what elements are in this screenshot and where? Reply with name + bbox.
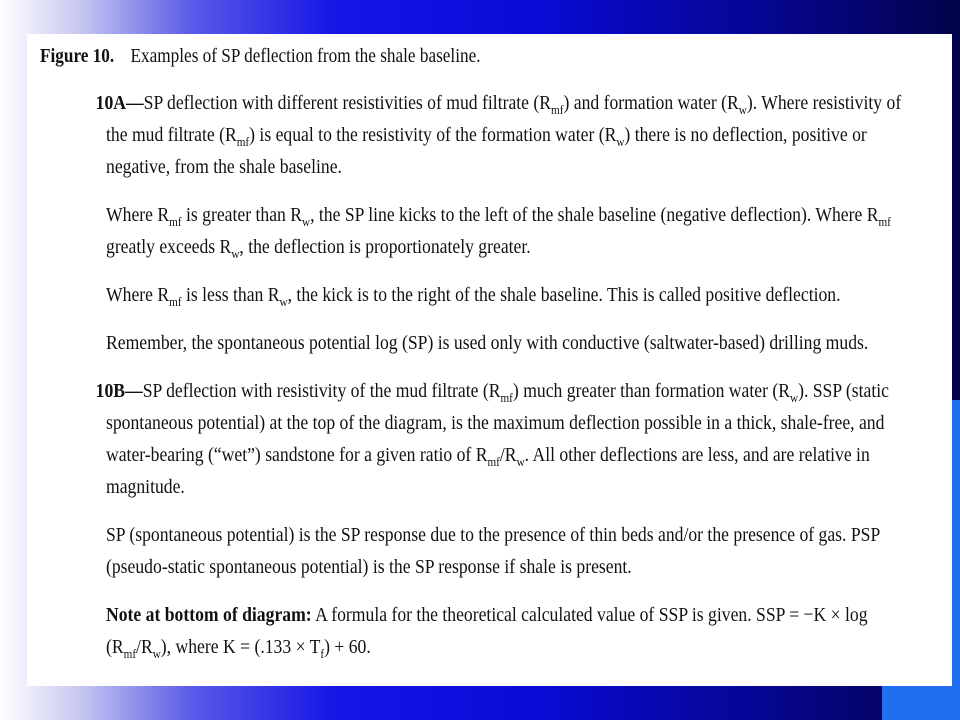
text-run: /R: [499, 444, 517, 466]
subscript: w: [152, 646, 161, 661]
text-run: ). SSP (static spontaneous potential) at the top of the diagram, is the maximum deflection possible in a thick, shale-free, and water-bearing (“wet”) sandstone for a given ratio of R: [106, 380, 890, 466]
subscript: w: [789, 390, 799, 405]
text-run: ) is equal to the resistivity of the formation water (R: [249, 124, 617, 146]
paragraph: [95, 87, 919, 183]
paragraph: [95, 375, 919, 503]
text-run: SP deflection with resistivity of the mud filtrate (R: [142, 380, 501, 402]
text-run: ). Where resistivity of the mud filtrate (R: [106, 92, 902, 146]
subscript: mf: [123, 646, 137, 661]
text-run: Where R: [106, 204, 170, 226]
text-run: . All other deflections are less, and are relative in magnitude.: [106, 444, 870, 498]
subscript: w: [279, 294, 288, 309]
subscript: mf: [169, 214, 182, 229]
subscript: f: [320, 646, 325, 661]
subscript: w: [231, 246, 240, 261]
text-run: ) there is no deflection, positive or negative, from the shale baseline.: [106, 124, 867, 178]
subscript: w: [516, 454, 525, 469]
text-run: SP deflection with different resistivities of mud filtrate (R: [143, 92, 552, 114]
text-run: ) much greater than formation water (R: [512, 380, 790, 402]
subscript: mf: [236, 134, 250, 149]
subscript: mf: [169, 294, 182, 309]
subscript: mf: [500, 390, 513, 405]
document-panel: [27, 34, 952, 686]
paragraph: [106, 599, 919, 663]
body-text: [40, 87, 936, 663]
text-run: Where R: [106, 284, 170, 306]
subscript: w: [302, 214, 311, 229]
figure-title: [40, 43, 811, 69]
text-run: , the deflection is proportionately greater.: [239, 236, 531, 258]
subscript: mf: [551, 102, 564, 117]
paragraph-lead: 10B—: [95, 380, 143, 402]
paragraph-lead: Note at bottom of diagram:: [106, 604, 312, 626]
figure-caption: Examples of SP deflection from the shale baseline.: [130, 45, 481, 67]
subscript: w: [738, 102, 747, 117]
text-run: is less than R: [181, 284, 280, 306]
subscript: mf: [878, 214, 891, 229]
paragraph-lead: 10A—: [95, 92, 144, 114]
text-run: ) and formation water (R: [563, 92, 739, 114]
paragraph: [106, 279, 919, 311]
text-run: ) + 60.: [324, 636, 371, 658]
text-run: is greater than R: [181, 204, 303, 226]
text-run: Remember, the spontaneous potential log (SP) is used only with conductive (saltwater-based) drilling muds.: [106, 332, 869, 354]
paragraph: [106, 327, 919, 359]
text-run: greatly exceeds R: [106, 236, 232, 258]
text-run: , the SP line kicks to the left of the shale baseline (negative deflection). Where R: [310, 204, 879, 226]
text-run: /R: [136, 636, 153, 658]
text-run: SP (spontaneous potential) is the SP response due to the presence of thin beds and/or the presence of gas. PSP (pseudo-static spontaneous potential) is the SP response if shale is present.: [106, 524, 880, 578]
subscript: mf: [487, 454, 500, 469]
text-run: , the kick is to the right of the shale baseline. This is called positive deflection.: [287, 284, 841, 306]
subscript: w: [616, 134, 625, 149]
paragraph: [106, 519, 919, 583]
text-run: ), where K = (.133 × T: [160, 636, 321, 658]
paragraph: [106, 199, 919, 263]
figure-number: Figure 10.: [40, 45, 115, 67]
text-run: A formula for the theoretical calculated value of SSP is given. SSP = −K × log (R: [106, 604, 868, 658]
